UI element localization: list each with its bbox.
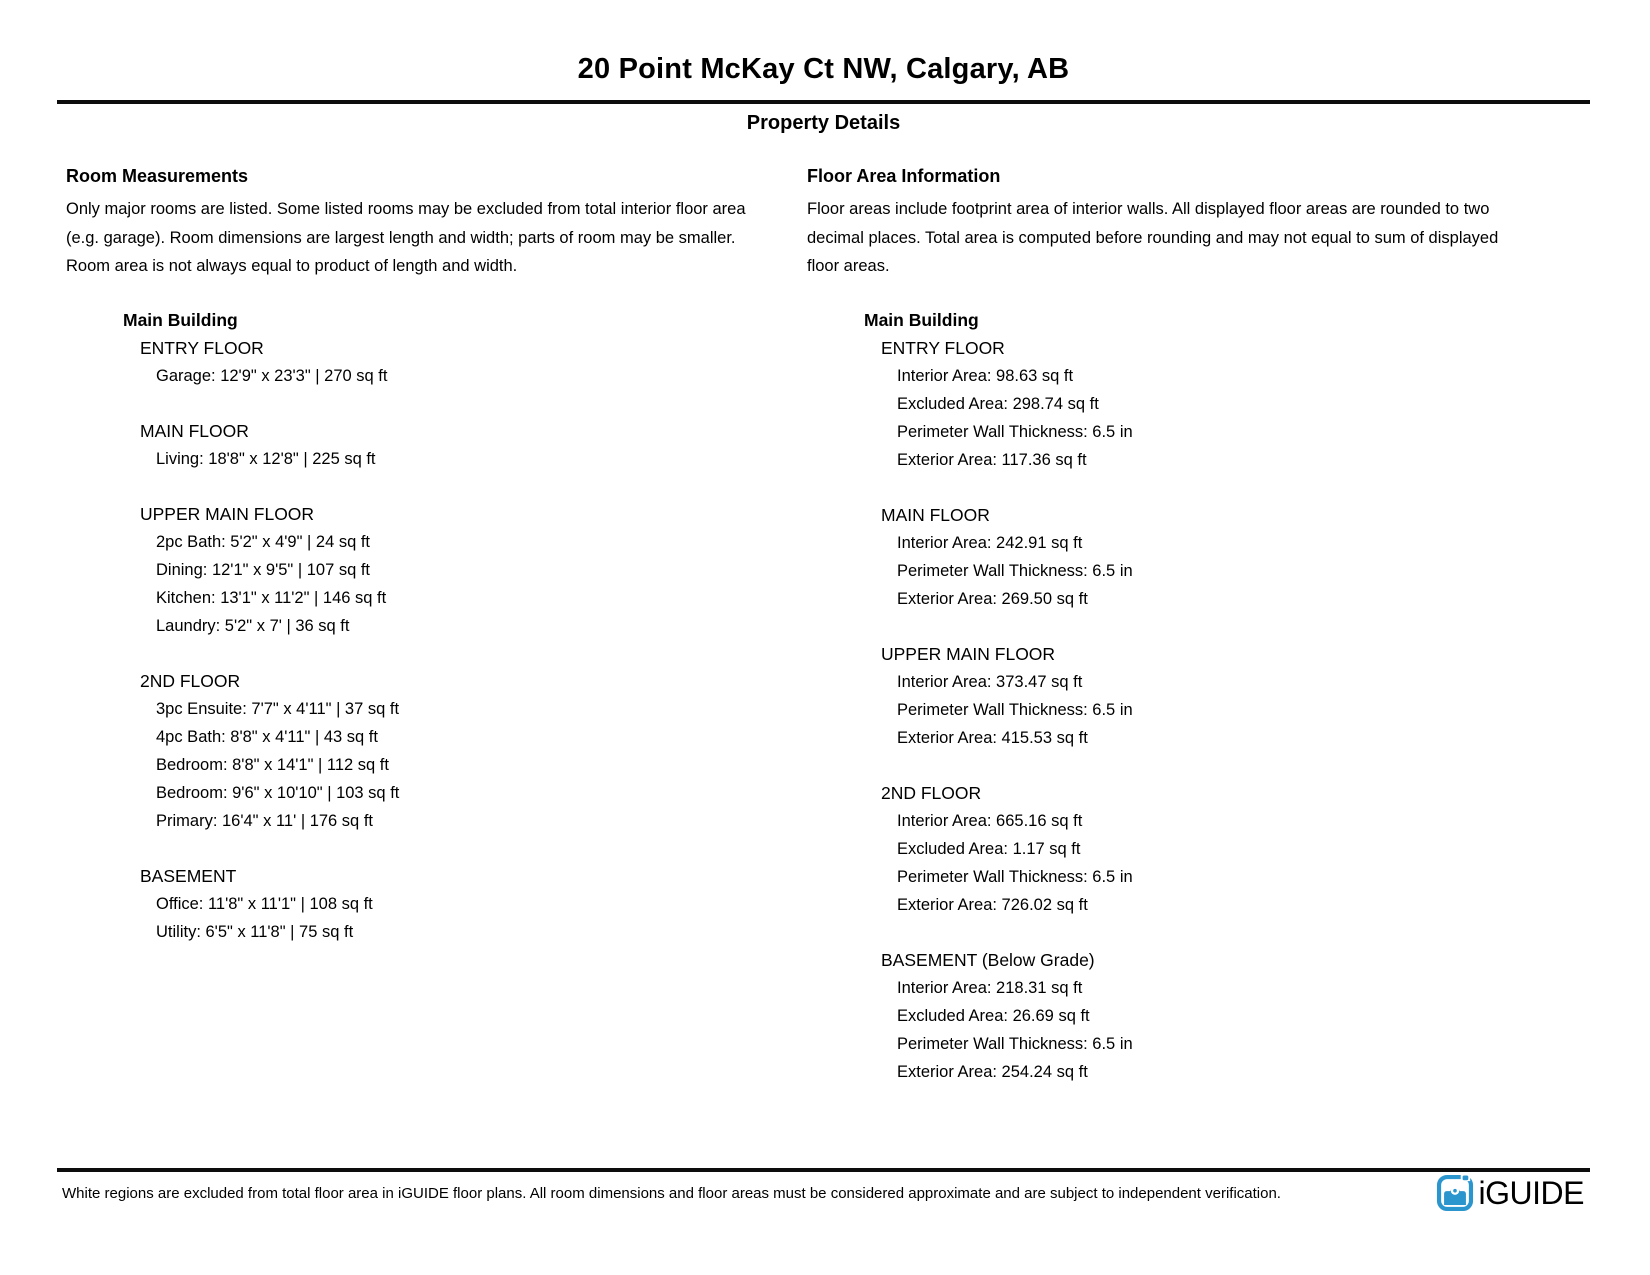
area-list	[807, 529, 1590, 613]
iguide-camera-icon	[1436, 1174, 1474, 1212]
room-list	[66, 890, 798, 946]
floor-group	[807, 946, 1590, 1086]
floor-area-entry: Excluded Area: 298.74 sq ft	[897, 394, 1099, 413]
iguide-logo	[1436, 1174, 1584, 1212]
room-list	[66, 695, 798, 835]
floor-area-entry: Interior Area: 98.63 sq ft	[897, 366, 1074, 385]
floor-area-information-section	[798, 166, 1590, 1086]
page-subtitle: Property Details	[746, 112, 901, 134]
room-measurement: Kitchen: 13'1" x 11'2" | 146 sq ft	[156, 588, 387, 607]
floor-name: ENTRY FLOOR	[140, 337, 264, 358]
floor-group	[66, 500, 798, 640]
floor-area-entry: Excluded Area: 1.17 sq ft	[897, 839, 1081, 858]
area-list	[807, 362, 1590, 474]
floor-name: UPPER MAIN FLOOR	[881, 643, 1056, 664]
building-name: Main Building	[123, 309, 238, 330]
room-measurements-heading: Room Measurements	[66, 166, 249, 186]
room-measurement: Living: 18'8" x 12'8" | 225 sq ft	[156, 449, 376, 468]
description-line: (e.g. garage). Room dimensions are largest length and width; parts of room may be smaller.	[66, 228, 736, 247]
room-measurement: Garage: 12'9" x 23'3" | 270 sq ft	[156, 366, 388, 385]
room-measurements-description	[66, 195, 798, 281]
floor-area-entry: Exterior Area: 117.36 sq ft	[897, 450, 1087, 469]
floor-name: MAIN FLOOR	[140, 420, 249, 441]
floor-area-entry: Perimeter Wall Thickness: 6.5 in	[897, 561, 1133, 580]
floor-area-entry: Perimeter Wall Thickness: 6.5 in	[897, 1034, 1133, 1053]
floor-area-floor-list	[807, 334, 1590, 1086]
floor-name: 2ND FLOOR	[881, 782, 982, 803]
room-list	[66, 528, 798, 640]
floor-area-heading: Floor Area Information	[807, 166, 1001, 186]
floor-name: UPPER MAIN FLOOR	[140, 503, 315, 524]
floor-group	[66, 862, 798, 946]
room-measurement: 2pc Bath: 5'2" x 4'9" | 24 sq ft	[156, 532, 371, 551]
floor-group	[807, 779, 1590, 919]
floor-group	[807, 640, 1590, 752]
iguide-logo-text: iGUIDE	[1478, 1175, 1584, 1211]
footer-divider	[57, 1168, 1590, 1172]
description-line: floor areas.	[807, 257, 890, 275]
room-measurement: 3pc Ensuite: 7'7" x 4'11" | 37 sq ft	[156, 699, 400, 718]
two-column-layout	[57, 166, 1590, 1086]
description-line: Floor areas include footprint area of interior walls. All displayed floor areas are rounded to two	[807, 200, 1490, 218]
floor-area-entry: Perimeter Wall Thickness: 6.5 in	[897, 422, 1133, 441]
floor-area-entry: Exterior Area: 254.24 sq ft	[897, 1062, 1088, 1081]
description-line: Only major rooms are listed. Some listed rooms may be excluded from total interior floor area	[66, 200, 746, 218]
floor-group	[66, 667, 798, 835]
floor-area-entry: Exterior Area: 269.50 sq ft	[897, 589, 1088, 608]
floor-area-entry: Exterior Area: 415.53 sq ft	[897, 728, 1088, 747]
area-list	[807, 668, 1590, 752]
area-list	[807, 807, 1590, 919]
room-measurement: Utility: 6'5" x 11'8" | 75 sq ft	[156, 922, 354, 941]
room-measurement: Bedroom: 8'8" x 14'1" | 112 sq ft	[156, 755, 389, 774]
floor-group	[66, 417, 798, 473]
floor-group	[66, 334, 798, 390]
building-name: Main Building	[864, 309, 979, 330]
room-measurement: Bedroom: 9'6" x 10'10" | 103 sq ft	[156, 783, 400, 802]
title-divider	[57, 100, 1590, 104]
floor-area-entry: Interior Area: 218.31 sq ft	[897, 978, 1083, 997]
floor-area-entry: Interior Area: 373.47 sq ft	[897, 672, 1083, 691]
floor-area-description	[807, 195, 1590, 281]
floor-name: BASEMENT	[140, 865, 237, 886]
floor-area-entry: Interior Area: 665.16 sq ft	[897, 811, 1083, 830]
room-measurements-floor-list	[66, 334, 798, 946]
floor-name: ENTRY FLOOR	[881, 337, 1005, 358]
room-measurements-section	[57, 166, 798, 1086]
description-line: Room area is not always equal to product of length and width.	[66, 257, 518, 275]
footer-disclaimer: White regions are excluded from total floor area in iGUIDE floor plans. All room dimensions and floor areas must be considered approximate and are subject to independent verification.	[62, 1185, 1281, 1202]
floor-area-entry: Excluded Area: 26.69 sq ft	[897, 1006, 1090, 1025]
room-list	[66, 445, 798, 473]
floor-group	[807, 501, 1590, 613]
room-measurement: Primary: 16'4" x 11' | 176 sq ft	[156, 811, 373, 830]
description-line: decimal places. Total area is computed before rounding and may not equal to sum of displayed	[807, 228, 1499, 247]
floor-area-entry: Exterior Area: 726.02 sq ft	[897, 895, 1088, 914]
floor-group	[807, 334, 1590, 474]
room-measurement: Laundry: 5'2" x 7' | 36 sq ft	[156, 616, 350, 635]
page-title: 20 Point McKay Ct NW, Calgary, AB	[577, 53, 1070, 85]
floor-name: MAIN FLOOR	[881, 504, 990, 525]
floor-area-entry: Perimeter Wall Thickness: 6.5 in	[897, 867, 1133, 886]
room-measurement: Office: 11'8" x 11'1" | 108 sq ft	[156, 894, 373, 913]
floor-name: 2ND FLOOR	[140, 670, 241, 691]
floor-name: BASEMENT (Below Grade)	[881, 949, 1095, 970]
room-list	[66, 362, 798, 390]
floor-area-entry: Perimeter Wall Thickness: 6.5 in	[897, 700, 1133, 719]
room-measurement: Dining: 12'1" x 9'5" | 107 sq ft	[156, 560, 371, 579]
area-list	[807, 974, 1590, 1086]
floor-area-entry: Interior Area: 242.91 sq ft	[897, 533, 1083, 552]
room-measurement: 4pc Bath: 8'8" x 4'11" | 43 sq ft	[156, 727, 378, 746]
